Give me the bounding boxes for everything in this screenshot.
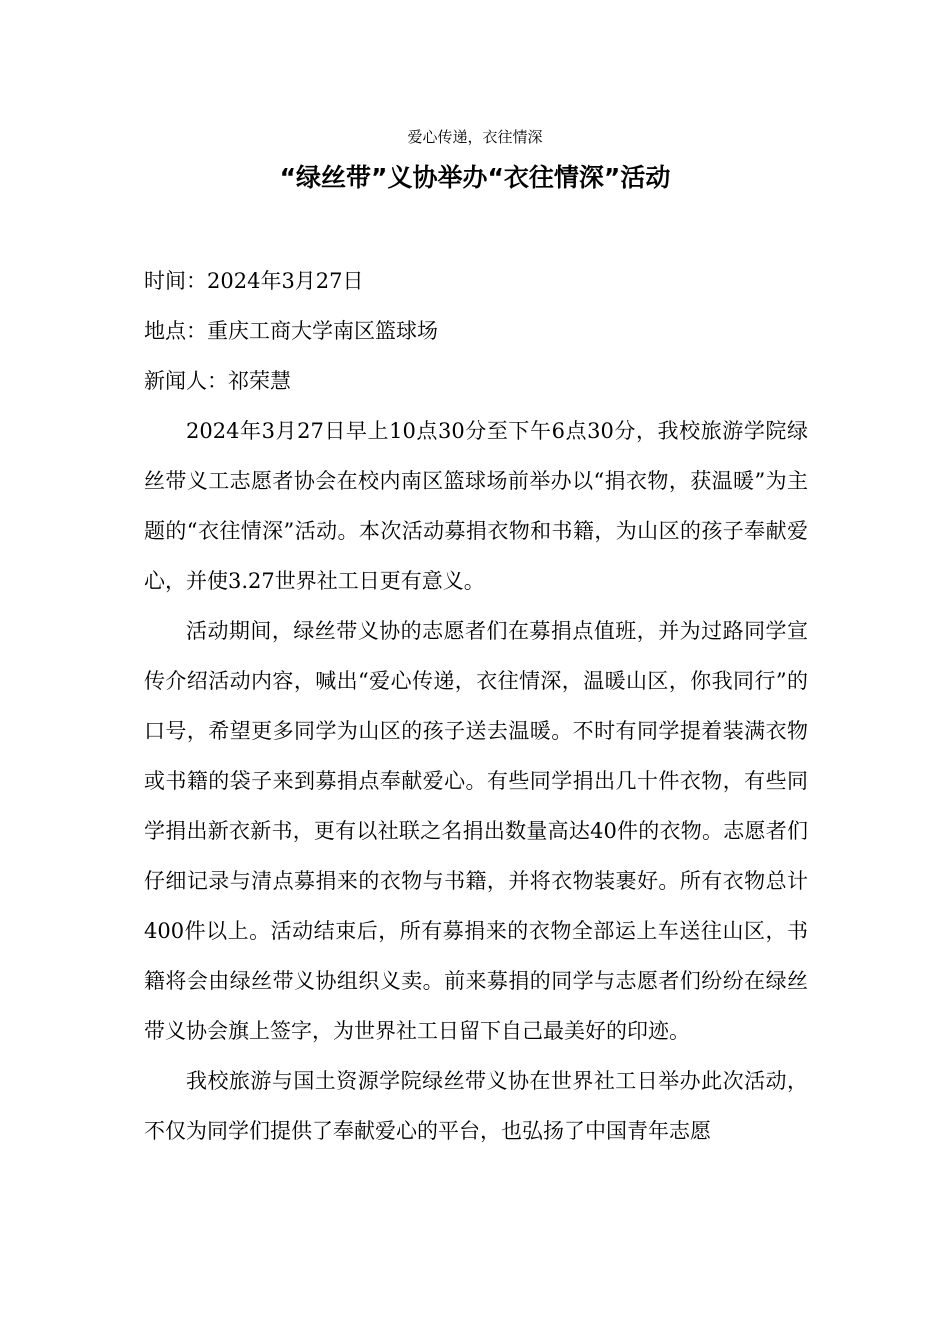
body-paragraph-3: 我校旅游与国土资源学院绿丝带义协在世界社工日举办此次活动，不仅为同学们提供了奉献爱心的平台，也弘扬了中国青年志愿 [144, 1069, 808, 1143]
document-subtitle: 爱心传递，衣往情深 [407, 128, 543, 146]
news-reporter: 新闻人：祁荣慧 [144, 369, 291, 393]
document-body [144, 256, 808, 1156]
event-time: 时间：2024年3月27日 [144, 269, 364, 293]
body-paragraph-2: 活动期间，绿丝带义协的志愿者们在募捐点值班，并为过路同学宣传介绍活动内容，喊出“爱心传递，衣往情深，温暖山区，你我同行”的口号，希望更多同学为山区的孩子送去温暖。不时有同学提着装满衣物或书籍的袋子来到募捐点奉献爱心。有些同学捐出几十件衣物，有些同学捐出新衣新书，更有以社联之名捐出数量高达40件的衣物。志愿者们仔细记录与清点募捐来的衣物与书籍，并将衣物装裹好。所有衣物总计400件以上。活动结束后，所有募捐来的衣物全部运上车送往山区，书籍将会由绿丝带义协组织义卖。前来募捐的同学与志愿者们纷纷在绿丝带义协会旗上签字，为世界社工日留下自己最美好的印迹。 [144, 619, 808, 1043]
document-title: “绿丝带”义协举办“衣往情深”活动 [279, 163, 671, 192]
body-paragraph-1: 2024年3月27日早上10点30分至下午6点30分，我校旅游学院绿丝带义工志愿者协会在校内南区篮球场前举办以“捐衣物，获温暖”为主题的“衣往情深”活动。本次活动募捐衣物和书籍，为山区的孩子奉献爱心，并使3.27世界社工日更有意义。 [144, 419, 808, 593]
event-location: 地点：重庆工商大学南区篮球场 [144, 319, 438, 343]
